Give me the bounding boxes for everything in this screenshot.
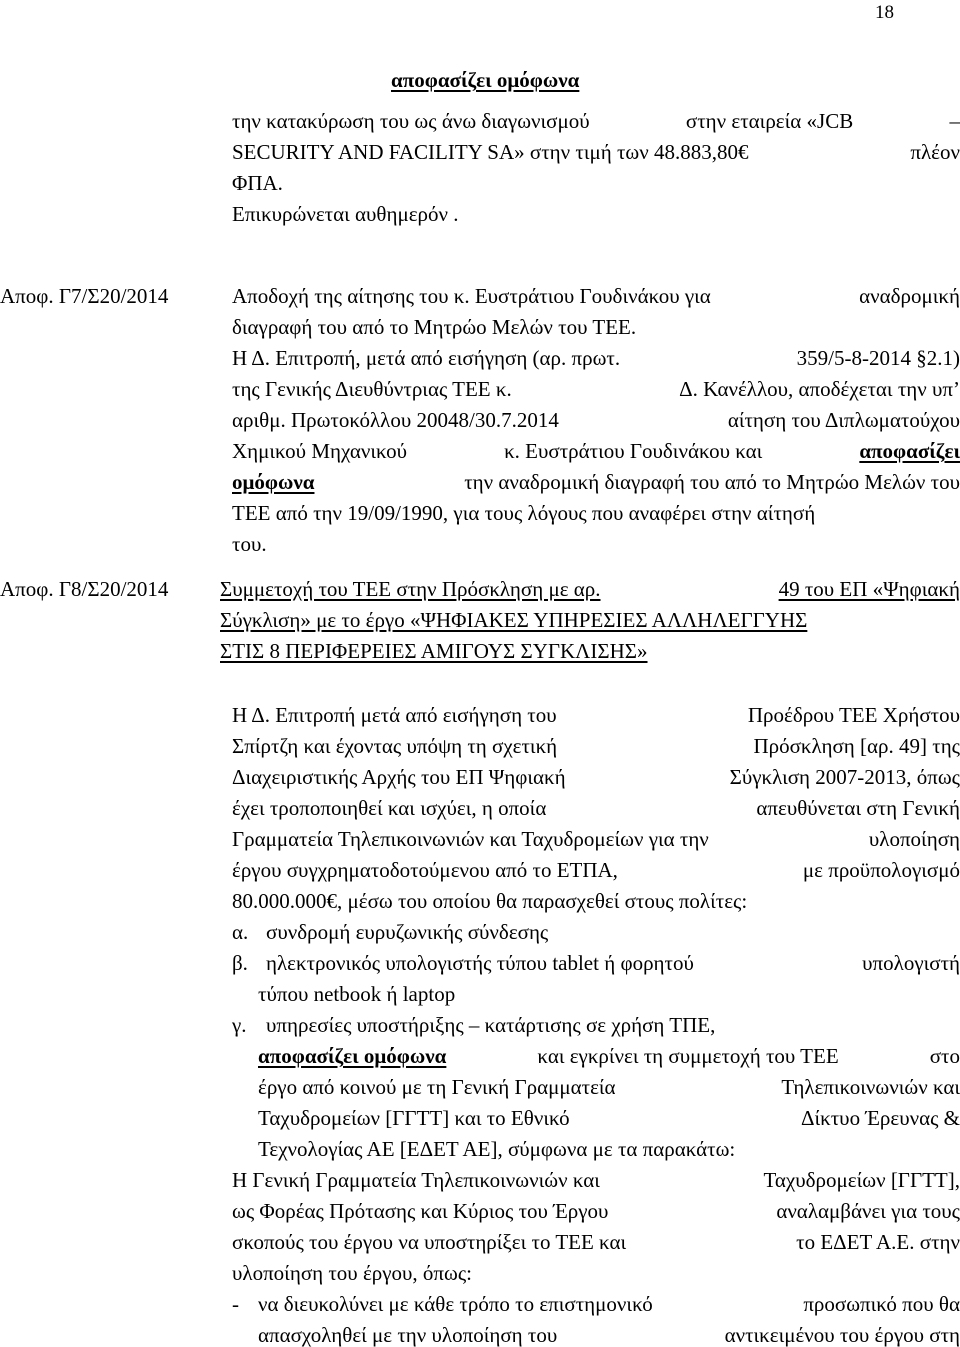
- text-line: απασχοληθεί με την υλοποίηση του αντικειμένου του έργου στη: [258, 1323, 960, 1347]
- text-line: Χημικού Μηχανικού κ. Ευστράτιου Γουδινάκου και αποφασίζει: [232, 439, 960, 463]
- decision-bold: αποφασίζει ομόφωνα: [258, 1044, 447, 1068]
- text-line: έργο από κοινού με τη Γενική Γραμματεία Τηλεπικοινωνιών και: [258, 1075, 960, 1099]
- text-line: αποφασίζει ομόφωνα και εγκρίνει τη συμμετοχή του ΤΕΕ στο: [258, 1044, 960, 1068]
- text-line: Αποδοχή της αίτησης του κ. Ευστράτιου Γουδινάκου για αναδρομική: [232, 284, 960, 308]
- text-line: Ταχυδρομείων [ΓΓΤΤ] και το Εθνικό Δίκτυο Έρευνας &: [258, 1106, 960, 1130]
- decision-title: ΣΤΙΣ 8 ΠΕΡΙΦΕΡΕΙΕΣ ΑΜΙΓΟΥΣ ΣΥΓΚΛΙΣΗΣ»: [220, 639, 648, 663]
- list-item: - να διευκολύνει με κάθε τρόπο το επιστημονικό προσωπικό που θα: [232, 1292, 960, 1316]
- text-line: τύπου netbook ή laptop: [258, 982, 456, 1006]
- list-marker: α.: [232, 920, 249, 944]
- text-line: Τεχνολογίας ΑΕ [ΕΔΕΤ ΑΕ], σύμφωνα με τα παρακάτω:: [258, 1137, 736, 1161]
- text-line: Η Γενική Γραμματεία Τηλεπικοινωνιών και Ταχυδρομείων [ΓΓΤΤ],: [232, 1168, 960, 1192]
- text-line: Επικυρώνεται αυθημερόν .: [232, 202, 459, 226]
- text-line: Διαχειριστικής Αρχής του ΕΠ Ψηφιακή Σύγκλιση 2007-2013, όπως: [232, 765, 960, 789]
- list-item: β. ηλεκτρονικός υπολογιστής τύπου tablet ή φορητού υπολογιστή: [232, 951, 960, 975]
- text-line: SECURITY AND FACILITY SA» στην τιμή των 48.883,80€ πλέον: [232, 140, 960, 164]
- decision-title: Συμμετοχή του ΤΕΕ στην Πρόσκληση με αρ. 49 του ΕΠ «Ψηφιακή: [220, 577, 960, 601]
- text-line: διαγραφή του από το Μητρώο Μελών του ΤΕΕ.: [232, 315, 637, 339]
- text-line: υλοποίηση του έργου, όπως:: [232, 1261, 473, 1285]
- text-line: ΦΠΑ.: [232, 171, 283, 195]
- text-line: του.: [232, 532, 267, 556]
- text-line: 80.000.000€, μέσω του οποίου θα παρασχεθεί στους πολίτες:: [232, 889, 748, 913]
- decision-bold: ομόφωνα: [232, 470, 315, 494]
- text-line: Γραμματεία Τηλεπικοινωνιών και Ταχυδρομείων για την υλοποίηση: [232, 827, 960, 851]
- text-line: την κατακύρωση του ως άνω διαγωνισμού στην εταιρεία «JCB –: [232, 109, 960, 133]
- decision-label: Αποφ. Γ7/Σ20/2014: [0, 284, 169, 308]
- list-marker: β.: [232, 951, 248, 975]
- decision-heading: αποφασίζει ομόφωνα: [391, 68, 580, 92]
- decision-label: Αποφ. Γ8/Σ20/2014: [0, 577, 169, 601]
- text-line: έχει τροποποιηθεί και ισχύει, η οποία απευθύνεται στη Γενική: [232, 796, 960, 820]
- decision-bold: αποφασίζει: [859, 439, 960, 463]
- text-line: έργου συγχρηματοδοτούμενου από το ΕΤΠΑ, με προϋπολογισμό: [232, 858, 960, 882]
- list-marker: -: [232, 1292, 239, 1316]
- text-line: ΤΕΕ από την 19/09/1990, για τους λόγους που αναφέρει στην αίτησή: [232, 501, 816, 525]
- text-line: της Γενικής Διευθύντριας ΤΕΕ κ. Δ. Κανέλλου, αποδέχεται την υπ’: [232, 377, 960, 401]
- text-line: αριθμ. Πρωτοκόλλου 20048/30.7.2014 αίτηση του Διπλωματούχου: [232, 408, 960, 432]
- list-marker: γ.: [232, 1013, 247, 1037]
- text-line: Η Δ. Επιτροπή μετά από εισήγηση του Προέδρου ΤΕΕ Χρήστου: [232, 703, 960, 727]
- text-line: Σπίρτζη και έχοντας υπόψη τη σχετική Πρόσκληση [αρ. 49] της: [232, 734, 960, 758]
- text-line: σκοπούς του έργου να υποστηρίξει το ΤΕΕ και το ΕΔΕΤ Α.Ε. στην: [232, 1230, 960, 1254]
- text-line: ως Φορέας Πρότασης και Κύριος του Έργου αναλαμβάνει για τους: [232, 1199, 960, 1223]
- decision-title: Σύγκλιση» με το έργο «ΨΗΦΙΑΚΕΣ ΥΠΗΡΕΣΙΕΣ ΑΛΛΗΛΕΓΓΥΗΣ: [220, 608, 808, 632]
- text-line: ομόφωνα την αναδρομική διαγραφή του από το Μητρώο Μελών του: [232, 470, 960, 494]
- list-item: α. συνδρομή ευρυζωνικής σύνδεσης: [232, 920, 549, 944]
- page-number: 18: [875, 2, 894, 23]
- list-item: γ. υπηρεσίες υποστήριξης – κατάρτισης σε χρήση ΤΠΕ,: [232, 1013, 716, 1037]
- text-line: Η Δ. Επιτροπή, μετά από εισήγηση (αρ. πρωτ. 359/5-8-2014 §2.1): [232, 346, 960, 370]
